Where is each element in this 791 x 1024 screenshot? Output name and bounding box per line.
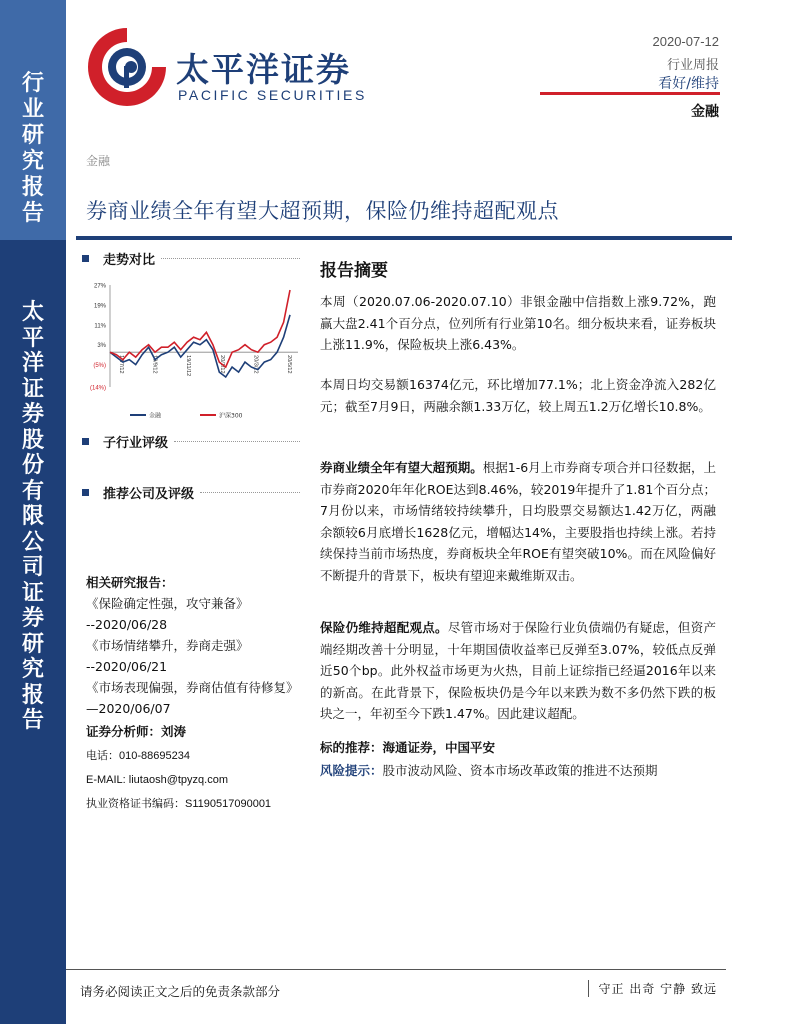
- analyst-name: 证券分析师：刘涛: [86, 724, 187, 739]
- report-type: 行业周报: [666, 58, 719, 73]
- broker-paragraph-body: 根据1-6月上市券商专项合并口径数据，上市券商2020年年化ROE达到8.46%，较2019年提升了1.81个百分点；7月份以来，市场情绪较持续攀升，日均股票交易额达1.42万亿，两融余额较6月底增长1628亿元，增幅达14%，主要股指也持续上涨。若持续保持当前市场热度，券商板块全年ROE有望突破10%。而在风险偏好不断提升的背景下，板块有望迎来戴维斯双击。: [320, 460, 716, 583]
- analyst-email: E-MAIL: liutaosh@tpyzq.com: [86, 774, 228, 786]
- y-tick-label: 11%: [94, 323, 106, 330]
- title-divider: [76, 236, 732, 240]
- series-line: [110, 290, 290, 367]
- company-motto: 守正 出奇 宁静 致远: [588, 980, 717, 997]
- y-tick-label: (14%): [89, 385, 106, 392]
- x-tick-label: 20/5/12: [286, 355, 292, 374]
- sidebar-company-label: 太 平 洋 证 券 股 份 有 限 公 司 证 券 研 究 报 告: [21, 299, 44, 733]
- sector-tag: 金融: [86, 154, 111, 168]
- sub-rating-section-header: [82, 432, 300, 451]
- footer-divider: [66, 969, 726, 970]
- related-report-date: --2020/06/21: [86, 659, 168, 674]
- y-tick-label: 19%: [93, 303, 106, 310]
- analyst-cert: 执业资格证书编码：S1190517090001: [86, 798, 272, 810]
- related-reports: [86, 572, 301, 719]
- related-report-title: 《市场情绪攀升，券商走强》: [86, 638, 249, 653]
- trend-chart-svg: [80, 275, 304, 425]
- risk-text: 股市波动风险、资本市场改革政策的推进不达预期: [382, 763, 658, 778]
- recommended-stocks: 标的推荐：海通证券，中国平安: [320, 740, 496, 755]
- legend-label: 金融: [149, 412, 162, 420]
- report-title: 券商业绩全年有望大超预期，保险仍维持超配观点: [86, 199, 559, 223]
- y-tick-label: 27%: [93, 283, 106, 290]
- risk-warning: [320, 761, 658, 779]
- bullet-square-icon: [82, 255, 89, 262]
- bullet-square-icon: [82, 438, 89, 445]
- y-tick-label: (5%): [93, 363, 106, 370]
- analyst-info: [86, 720, 301, 816]
- summary-title: 报告摘要: [320, 261, 388, 281]
- report-date: 2020-07-12: [652, 34, 719, 49]
- bullet-square-icon: [82, 489, 89, 496]
- broker-paragraph: [320, 457, 716, 586]
- brand-name-en: PACIFIC SECURITIES: [178, 87, 367, 103]
- related-report-date: --2020/06/28: [86, 617, 168, 632]
- industry-sector: 金融: [691, 104, 719, 120]
- x-tick-label: 19/9/12: [151, 355, 158, 374]
- risk-label: 风险提示：: [320, 763, 383, 778]
- header-divider: [540, 92, 720, 95]
- x-tick-label: 20/3/12: [252, 355, 259, 374]
- x-tick-label: 20/1/12: [218, 355, 225, 374]
- sub-rating-section-title: 子行业评级: [103, 436, 169, 451]
- related-report-title: 《保险确定性强，攻守兼备》: [86, 596, 249, 611]
- related-reports-heading: 相关研究报告：: [86, 575, 174, 590]
- disclaimer-note: 请务必阅读正文之后的免责条款部分: [80, 984, 281, 999]
- insurance-paragraph-body: 尽管市场对于保险行业负债端仍有疑虑，但资产端经期改善十分明显，十年期国债收益率已反弹至3.07%，较低点反弹近50个bp。此外权益市场更为火热，目前上证综指已经逼2016年以来的新高。在此背景下，保险板块仍是今年以来跌为数不多仍然下跌的板块之一，年初至今下跌1.47%。因此建议超配。: [320, 620, 716, 721]
- summary-paragraph: 本周日均交易额16374亿元，环比增加77.1%；北上资金净流入282亿元；截至7月9日，两融余额1.33万亿，较上周五1.2万亿增长10.8%。: [320, 377, 716, 414]
- trend-section-header: [82, 249, 300, 268]
- related-report-title: 《市场表现偏强，券商估值有待修复》: [86, 680, 299, 695]
- y-tick-label: 3%: [97, 343, 106, 350]
- broker-paragraph-lead: 券商业绩全年有望大超预期。: [320, 460, 483, 475]
- analyst-phone: 电话：010-88695234: [86, 750, 190, 762]
- brand-name-cn: 太平洋证券: [176, 50, 351, 89]
- insurance-paragraph-lead: 保险仍维持超配观点。: [320, 620, 448, 635]
- sidebar-report-label: 行 业 研 究 报 告: [21, 70, 44, 226]
- related-report-date: —2020/06/07: [86, 701, 171, 716]
- recommend-section-title: 推荐公司及评级: [103, 487, 195, 502]
- trend-chart: [80, 275, 304, 425]
- summary-paragraph: 本周（2020.07.06-2020.07.10）非银金融中信指数上涨9.72%，跑赢大盘2.41个百分点，位列所有行业第10名。细分板块来看，证券板块上涨11.9%，保险板块上涨6.43%。: [320, 294, 716, 352]
- pacific-logo-icon: [82, 22, 172, 112]
- trend-section-title: 走势对比: [103, 253, 156, 268]
- insurance-paragraph: [320, 617, 716, 725]
- x-tick-label: 19/11/12: [185, 355, 192, 377]
- industry-rating: 看好/维持: [658, 76, 719, 92]
- recommend-section-header: [82, 483, 300, 502]
- legend-label: 沪深300: [219, 412, 243, 420]
- x-tick-label: 19/7/12: [118, 355, 124, 374]
